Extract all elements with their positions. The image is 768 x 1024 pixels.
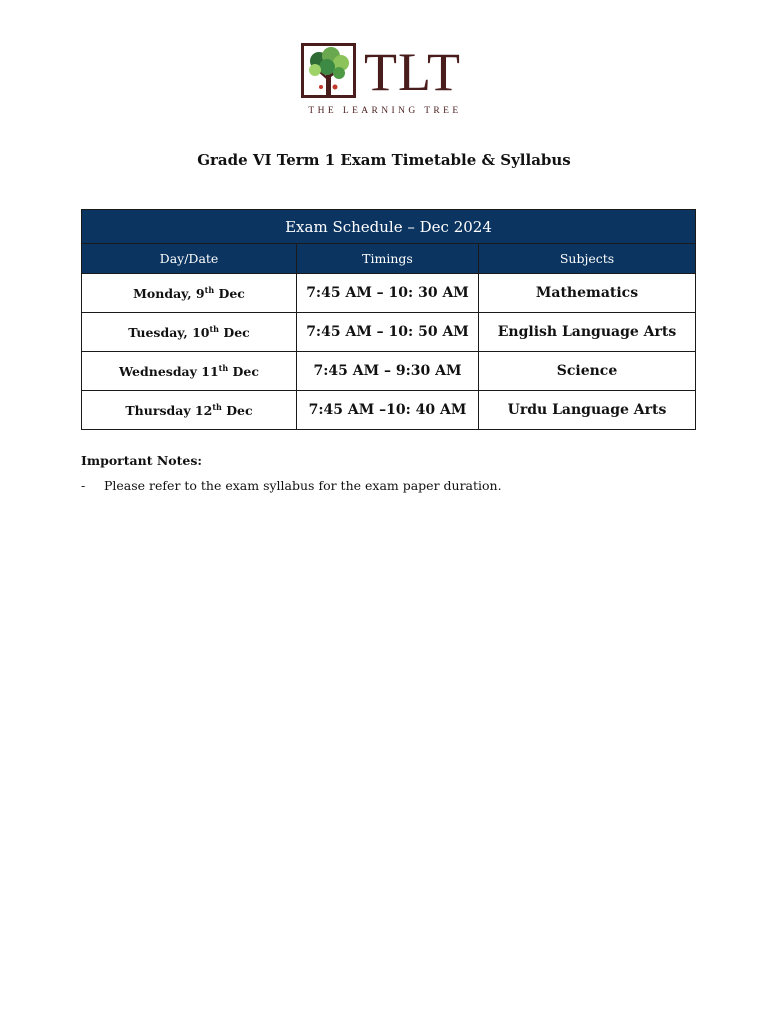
timing-cell: 7:45 AM – 10: 30 AM xyxy=(297,274,479,313)
table-row xyxy=(82,352,696,391)
day-date-cell: Thursday 12th Dec xyxy=(82,391,297,430)
subject-cell: English Language Arts xyxy=(479,313,696,352)
table-header-row xyxy=(82,244,696,274)
table-row xyxy=(82,274,696,313)
note-bullet: - xyxy=(81,478,86,493)
header-timings: Timings xyxy=(297,244,479,274)
day-date-cell: Tuesday, 10th Dec xyxy=(82,313,297,352)
subject-cell: Urdu Language Arts xyxy=(479,391,696,430)
timing-cell: 7:45 AM –10: 40 AM xyxy=(297,391,479,430)
tree-logo-icon xyxy=(301,43,356,98)
table-row xyxy=(82,391,696,430)
subject-cell: Mathematics xyxy=(479,274,696,313)
timing-cell: 7:45 AM – 9:30 AM xyxy=(297,352,479,391)
timing-cell: 7:45 AM – 10: 50 AM xyxy=(297,313,479,352)
table-row xyxy=(82,313,696,352)
school-logo xyxy=(300,40,470,120)
header-day-date: Day/Date xyxy=(82,244,297,274)
page-title: Grade VI Term 1 Exam Timetable & Syllabus xyxy=(197,151,571,169)
subject-cell: Science xyxy=(479,352,696,391)
table-caption-row xyxy=(82,210,696,244)
logo-subtitle: THE LEARNING TREE xyxy=(308,106,462,116)
notes-heading: Important Notes: xyxy=(81,453,202,468)
logo-letters: TLT xyxy=(364,42,461,102)
table-caption: Exam Schedule – Dec 2024 xyxy=(82,210,696,244)
header-subjects: Subjects xyxy=(479,244,696,274)
note-text: Please refer to the exam syllabus for the exam paper duration. xyxy=(104,478,502,493)
day-date-cell: Wednesday 11th Dec xyxy=(82,352,297,391)
exam-schedule-table xyxy=(81,209,696,430)
day-date-cell: Monday, 9th Dec xyxy=(82,274,297,313)
